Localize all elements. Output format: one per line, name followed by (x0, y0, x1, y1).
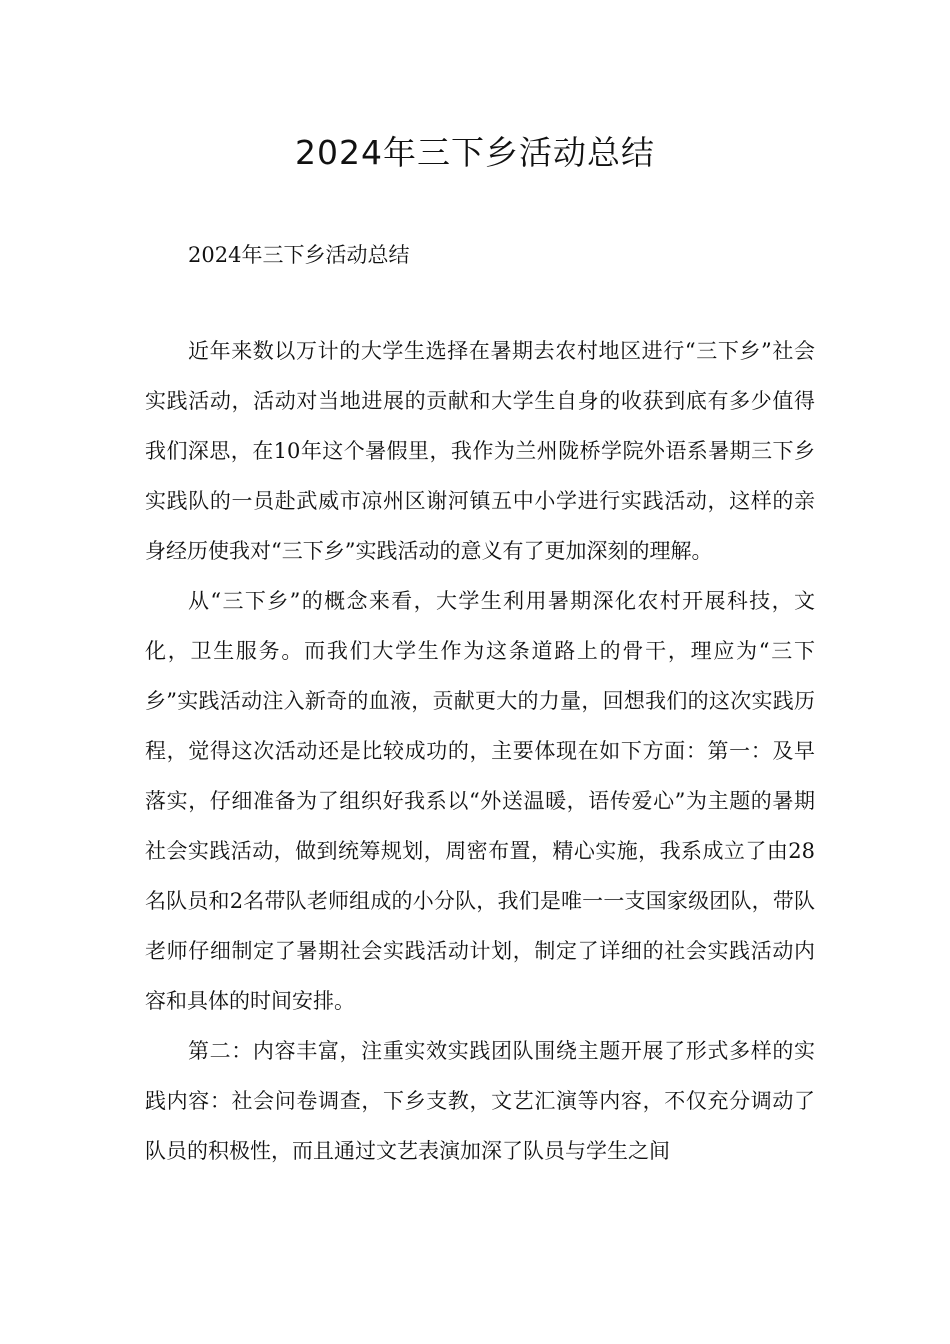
paragraph-2: 从“三下乡”的概念来看，大学生利用暑期深化农村开展科技，文化，卫生服务。而我们大学生作为这条道路上的骨干，理应为“三下乡”实践活动注入新奇的血液，贡献更大的力量，回想我们的这次实践历程，觉得这次活动还是比较成功的，主要体现在如下方面：第一：及早落实，仔细准备为了组织好我系以“外送温暖，语传爱心”为主题的暑期社会实践活动，做到统筹规划，周密布置，精心实施，我系成立了由28名队员和2名带队老师组成的小分队，我们是唯一一支国家级团队，带队老师仔细制定了暑期社会实践活动计划，制定了详细的社会实践活动内容和具体的时间安排。 (145, 589, 815, 1013)
paragraph-3: 第二：内容丰富，注重实效实践团队围绕主题开展了形式多样的实践内容：社会问卷调查，下乡支教，文艺汇演等内容，不仅充分调动了队员的积极性，而且通过文艺表演加深了队员与学生之间 (145, 1039, 815, 1163)
document-body (145, 230, 815, 1176)
document-subtitle: 2024年三下乡活动总结 (188, 243, 410, 267)
document-title: 2024年三下乡活动总结 (295, 133, 655, 172)
paragraph-1: 近年来数以万计的大学生选择在暑期去农村地区进行“三下乡”社会实践活动，活动对当地进展的贡献和大学生自身的收获到底有多少值得我们深思，在10年这个暑假里，我作为兰州陇桥学院外语系暑期三下乡实践队的一员赴武威市凉州区谢河镇五中小学进行实践活动，这样的亲身经历使我对“三下乡”实践活动的意义有了更加深刻的理解。 (145, 339, 815, 563)
